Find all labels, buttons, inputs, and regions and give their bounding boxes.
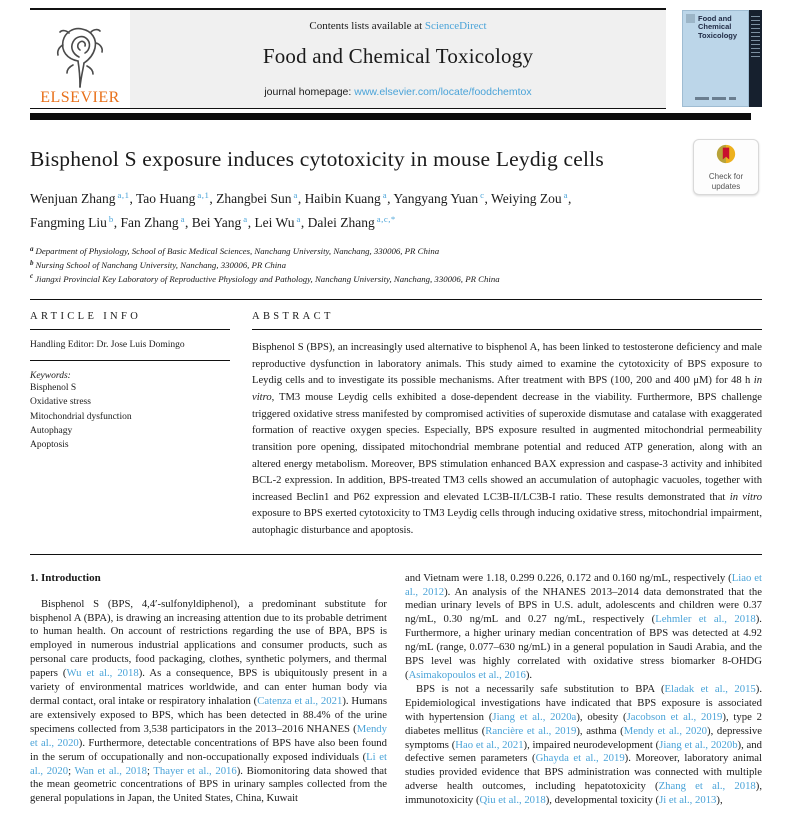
- text-segment: , Fan Zhang: [113, 214, 179, 230]
- citation-link[interactable]: Mendy et al., 2020: [30, 722, 387, 749]
- text-segment: a,c,*: [376, 213, 396, 224]
- citation-link[interactable]: Qiu et al., 2018: [479, 794, 546, 807]
- handling-editor-line: Handling Editor: Dr. Jose Luis Domingo: [30, 340, 185, 351]
- citation-link[interactable]: Lehmler et al., 2018: [655, 613, 756, 626]
- article-info-rule: [30, 329, 230, 330]
- citation-link[interactable]: Jacobson et al., 2019: [626, 710, 723, 723]
- text-segment: BPS is not a necessarily safe substitution to BPA (: [416, 682, 665, 695]
- text-segment: in vitro: [252, 375, 762, 403]
- citation-link[interactable]: Catenza et al., 2021: [257, 694, 343, 707]
- text-segment: b: [30, 258, 34, 267]
- text-segment: , Tao Huang: [129, 191, 196, 206]
- citation-link[interactable]: Wan et al., 2018: [74, 764, 147, 777]
- text-segment: ). Biomonitoring data showed that the mean geometric concentrations of BPS in urinary samples collected from the general populations in Japan, the United States, China, Kuwait: [30, 764, 388, 805]
- meta-bottom-rule: [30, 554, 762, 555]
- text-segment: a: [563, 190, 568, 201]
- right-text-column: [405, 572, 762, 808]
- text-segment: ). An analysis of the NHANES 2013–2014 data demonstrated that the median urinary levels of BPS in U.S. adult, adolescents and children were 0.37 ng/mL, 0.30 ng/mL and 0.27 ng/mL, respectively (: [405, 585, 762, 626]
- text-segment: b: [108, 213, 114, 224]
- text-segment: ;: [146, 764, 154, 777]
- text-segment: a: [180, 213, 186, 224]
- journal-homepage-line: [130, 86, 666, 98]
- text-segment: and Vietnam were 1.18, 0.299 0.226, 0.172 and 0.160 ng/mL, respectively (: [405, 571, 732, 584]
- text-segment: Bisphenol S (BPS, 4,4′-sulfonyldiphenol), a predominant substitute for bisphenol A (BPA), is drawing an increasing attention due to its probable detriment to human health. On account of restrictions regarding the use of BPA, BPS is employed in numerous industrial applications and consumer products, such as personal care products, food packaging, clothes, synthetic polymers, and thermal papers (: [30, 597, 387, 680]
- text-segment: ).: [525, 668, 533, 681]
- text-segment: , Lei Wu: [247, 214, 295, 230]
- text-segment: Nursing School of Nanchang University, Nanchang, 330006, PR China: [35, 259, 286, 270]
- cover-footer-decoration: [695, 97, 736, 100]
- text-segment: , Weiying Zou: [484, 191, 562, 206]
- text-segment: , Haibin Kuang: [297, 191, 381, 206]
- text-segment: in vitro: [729, 491, 762, 503]
- article-info-column: [30, 311, 230, 540]
- text-segment: Contents lists available at: [309, 20, 425, 32]
- citation-link[interactable]: Jiang et al., 2020b: [659, 738, 738, 751]
- journal-masthead: [30, 8, 762, 109]
- text-segment: ), type 2 diabetes mellitus (: [405, 710, 762, 737]
- main-text-section: [30, 572, 762, 808]
- masthead-band: [30, 8, 666, 109]
- citation-link[interactable]: Li et al., 2020: [30, 750, 387, 777]
- author-list: [30, 187, 590, 234]
- journal-cover-front: [682, 10, 749, 107]
- text-segment: ). Furthermore, a higher urinary median concentration of BPS was detected at 4.92 ng/mL (range, 0.077–630 ng/mL) in a general population in Saudi Arabia, and the BPS level was highly correlated with oxidative stress biomarker 8-OHDG (: [405, 613, 762, 681]
- citation-link[interactable]: Eladak et al., 2015: [664, 682, 756, 695]
- text-segment: a: [296, 213, 301, 224]
- sciencedirect-link[interactable]: ScienceDirect: [424, 20, 487, 32]
- text-segment: a: [30, 245, 34, 254]
- text-segment: , TM3 mouse Leydig cells exhibited a dose-dependent decrease in the viability. Furthermore, BPS challenge triggered oxidative stress manifested by compromised activities of superoxide dismutase and catalase with exaggerated formation of reactive oxygen species. Especially, BPS exposure resulted in augmented mitochondrial permeability transition pore opening, dissipated mitochondrial membrane potential and reduced ATP generation, along with an altered energy metabolism. Moreover, BPS stimulation enhanced BAX expression and caspase-3 activity and inhibited BCL-2 expression. In addition, BPS-treated TM3 cells showed an accumulation of autophagic vacuoles, together with increased Beclin1 and P62 expression and elevated LC3B-II/LC3B-I ratio. These results demonstrated that: [252, 392, 762, 503]
- masthead-divider-bar: [30, 113, 751, 120]
- text-segment: a,1: [197, 190, 210, 201]
- title-block: [30, 147, 762, 286]
- text-segment: ), and defective semen parameters (: [405, 738, 762, 765]
- affiliation-c: [30, 273, 762, 287]
- citation-link[interactable]: Hao et al., 2021: [455, 738, 524, 751]
- crossmark-icon: [715, 143, 737, 170]
- text-segment: ). Moreover, laboratory animal studies provided evidence that BPS administration was connected with multiple adverse health outcomes, including hepatotoxicity (: [405, 752, 762, 793]
- elsevier-logo: [30, 10, 130, 108]
- elsevier-tree-icon: [49, 23, 111, 89]
- text-segment: ). Humans are extensively exposed to BPS, which has been detected in 88.4% of the urine specimens collected from 3,538 participators in the 2013–2016 NHANES (: [30, 694, 387, 735]
- text-segment: ). As a consequence, BPS is ubiquitously present in a variety of environmental matrices worldwide, and can enter human body via dermal contact, oral intake or respiratory inhalation (: [30, 667, 387, 707]
- text-segment: ), depressive symptoms (: [405, 724, 763, 751]
- abstract-rule: [252, 329, 762, 330]
- keywords-label: Keywords:: [30, 371, 71, 382]
- citation-link[interactable]: Wu et al., 2018: [66, 667, 139, 680]
- text-segment: , Fangming Liu: [30, 191, 572, 230]
- journal-homepage-link[interactable]: www.elsevier.com/locate/foodchemtox: [354, 86, 532, 98]
- affiliation-b: [30, 259, 762, 273]
- text-segment: a: [243, 213, 248, 224]
- journal-title: Food and Chemical Toxicology: [262, 44, 534, 68]
- citation-link[interactable]: Zhang et al., 2018: [658, 780, 756, 793]
- text-segment: ). Epidemiological investigations have indicated that BPS exposure is associated with hypertension (: [405, 682, 763, 723]
- introduction-heading: 1. Introduction: [30, 571, 101, 584]
- editor-divider-rule: [30, 360, 230, 361]
- article-info-heading: ARTICLE INFO: [30, 311, 142, 323]
- intro-paragraph: [405, 683, 762, 808]
- text-segment: journal homepage:: [264, 86, 355, 98]
- text-segment: ), asthma (: [576, 724, 624, 737]
- keyword-item: Mitochondrial dysfunction: [30, 411, 132, 422]
- check-for-updates-button[interactable]: [693, 139, 759, 195]
- abstract-text: [252, 340, 762, 540]
- text-segment: a: [293, 190, 298, 201]
- text-segment: , Dalei Zhang: [300, 214, 375, 230]
- text-segment: Bisphenol S (BPS), an increasingly used alternative to bisphenol A, has been linked to testosterone deficiency and male reproductive dysfunction in laboratory animals. This study aimed to examine the cytotoxicity of BPS exposure to Leydig cells and to investigate its possible mechanisms. After treatment with BPS (100, 200 and 400 μM) for 48 h: [252, 342, 762, 387]
- check-for-updates-label: Check for updates: [708, 172, 744, 191]
- masthead-center: [130, 10, 666, 108]
- keyword-item: Oxidative stress: [30, 397, 91, 408]
- article-title: Bisphenol S exposure induces cytotoxicity in mouse Leydig cells: [30, 147, 604, 171]
- text-segment: , Zhangbei Sun: [209, 191, 292, 206]
- text-segment: ), immunotoxicity (: [405, 780, 763, 807]
- text-segment: Wenjuan Zhang: [30, 191, 116, 206]
- text-segment: ), developmental toxicity (: [545, 794, 660, 807]
- citation-link[interactable]: Rancière et al., 2019: [485, 724, 577, 737]
- citation-link[interactable]: Ghayda et al., 2019: [535, 752, 625, 765]
- citation-link[interactable]: Mendy et al., 2020: [623, 724, 708, 737]
- meta-section: [30, 300, 762, 540]
- cover-spine-decoration: [749, 10, 762, 107]
- citation-link[interactable]: Jiang et al., 2020a: [492, 710, 577, 723]
- text-segment: ;: [68, 764, 75, 777]
- keyword-item: Autophagy: [30, 425, 73, 436]
- abstract-column: [252, 311, 762, 540]
- abstract-heading: ABSTRACT: [252, 311, 334, 323]
- intro-paragraph: [30, 598, 387, 807]
- text-segment: ), obesity (: [576, 710, 627, 723]
- left-text-column: [30, 572, 387, 808]
- keyword-item: Apoptosis: [30, 440, 69, 451]
- cover-title: Food and Chemical Toxicology: [698, 14, 738, 40]
- text-segment: exposure to BPS exerted cytotoxicity to TM3 Leydig cells through inducing oxidative stress, mitochondrial impairment, autophagic disturbance and apoptosis.: [252, 508, 762, 536]
- citation-link[interactable]: Liao et al., 2012: [405, 571, 762, 598]
- text-segment: c: [30, 272, 34, 281]
- citation-link[interactable]: Thayer et al., 2016: [153, 764, 237, 777]
- text-segment: Department of Physiology, School of Basic Medical Sciences, Nanchang University, Nanchang, 330006, PR China: [35, 246, 440, 257]
- text-segment: c: [480, 190, 485, 201]
- text-segment: Jiangxi Provincial Key Laboratory of Reproductive Physiology and Pathology, Nanchang University, Nanchang, 330006, PR China: [35, 273, 500, 284]
- text-segment: , Bei Yang: [185, 214, 242, 230]
- elsevier-wordmark: ELSEVIER: [40, 89, 120, 106]
- intro-paragraph: [405, 572, 762, 683]
- journal-cover-thumbnail: [682, 10, 762, 107]
- cover-logo-icon: [686, 14, 695, 23]
- text-segment: , Yangyang Yuan: [387, 191, 479, 206]
- contents-lists-line: [130, 20, 666, 32]
- text-segment: a: [382, 190, 388, 201]
- citation-link[interactable]: Asimakopoulos et al., 2016: [408, 668, 526, 681]
- text-segment: ),: [716, 794, 723, 807]
- citation-link[interactable]: Ji et al., 2013: [659, 794, 717, 807]
- affiliations: [30, 245, 762, 286]
- text-segment: a,1: [117, 190, 130, 201]
- keyword-item: Bisphenol S: [30, 383, 77, 394]
- text-segment: ). Furthermore, detectable concentrations of BPS have also been found in the serum of occupationally and non-occupationally exposed individuals (: [30, 736, 387, 763]
- affiliation-a: [30, 245, 762, 259]
- text-segment: ), impaired neurodevelopment (: [523, 738, 660, 751]
